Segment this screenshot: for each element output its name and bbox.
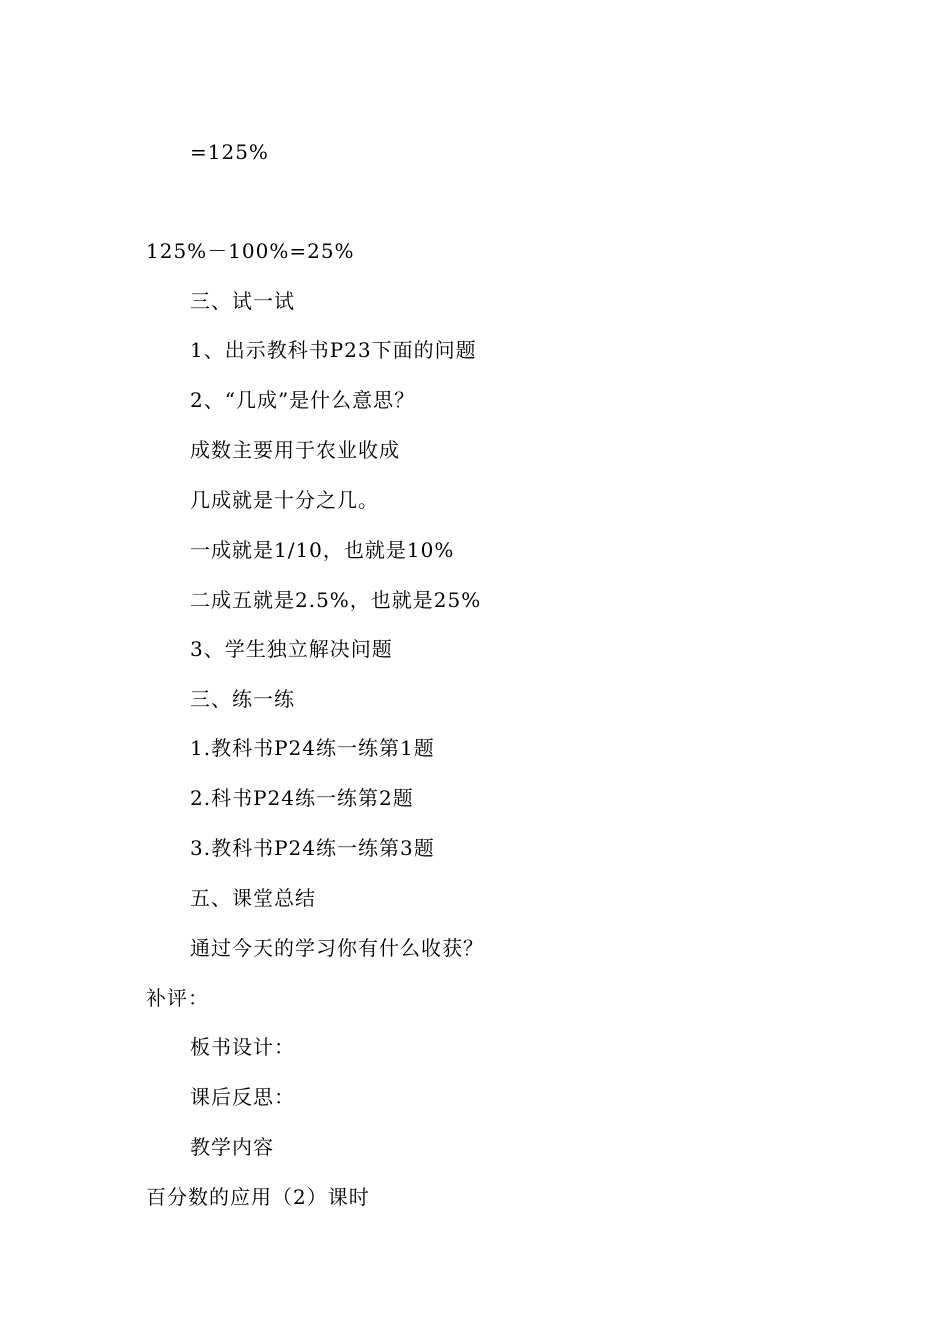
text-line-percent-difference: 125%－100%=25% xyxy=(146,239,355,263)
text-line-supplement: 补评： xyxy=(146,986,209,1010)
text-line-item-1: 1、出示教科书P23下面的问题 xyxy=(190,338,477,362)
text-line-chengshu-usage: 成数主要用于农业收成 xyxy=(190,438,400,462)
section-heading-summary: 五、课堂总结 xyxy=(190,886,316,910)
text-line-erchengwu: 二成五就是2.5%，也就是25% xyxy=(190,588,482,612)
text-line-teaching-content: 教学内容 xyxy=(190,1135,274,1159)
text-line-item-3: 3、学生独立解决问题 xyxy=(190,637,393,661)
section-heading-try: 三、试一试 xyxy=(190,289,295,313)
text-line-equation-result: =125% xyxy=(190,140,269,164)
text-line-chengshu-meaning: 几成就是十分之几。 xyxy=(190,488,379,512)
text-line-yicheng: 一成就是1/10，也就是10% xyxy=(190,538,455,562)
text-line-board-design: 板书设计： xyxy=(190,1035,295,1059)
text-line-item-2: 2、“几成”是什么意思？ xyxy=(190,388,416,412)
text-line-lesson-title: 百分数的应用（2）课时 xyxy=(146,1185,370,1209)
text-line-practice-3: 3.教科书P24练一练第3题 xyxy=(190,836,435,860)
section-heading-practice: 三、练一练 xyxy=(190,687,295,711)
text-line-summary-question: 通过今天的学习你有什么收获？ xyxy=(190,936,484,960)
text-line-practice-1: 1.教科书P24练一练第1题 xyxy=(190,736,435,760)
text-line-reflection: 课后反思： xyxy=(190,1085,295,1109)
text-line-practice-2: 2.科书P24练一练第2题 xyxy=(190,786,414,810)
